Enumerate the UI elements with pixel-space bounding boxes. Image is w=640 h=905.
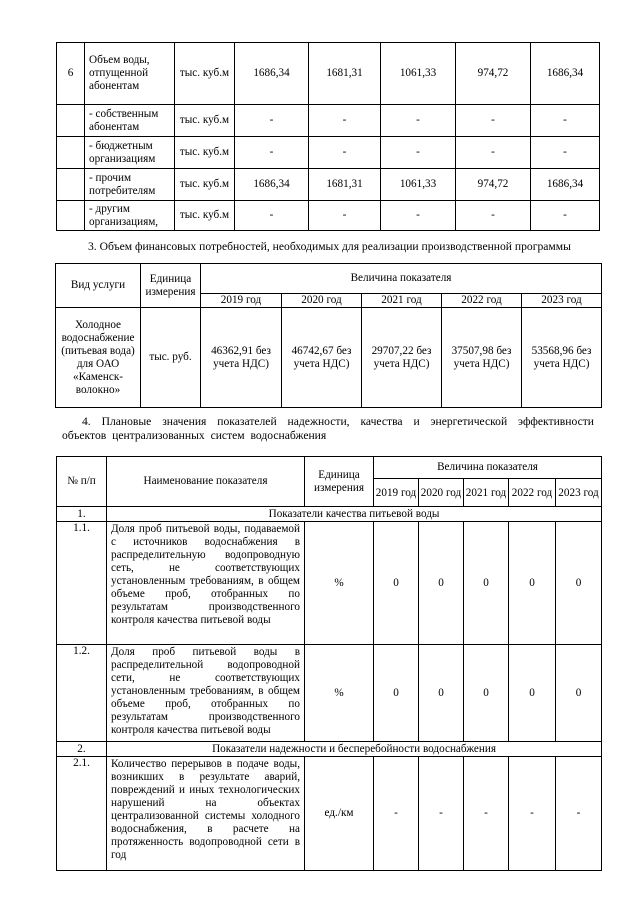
unit-cell: тыс. руб. <box>141 308 201 408</box>
indicator-name: - бюджетным организациям <box>85 137 175 169</box>
year-2023-header: 2023 год <box>556 479 602 507</box>
value-2023: - <box>556 757 602 871</box>
table-row <box>57 137 600 169</box>
row-number <box>57 105 85 137</box>
value-2022: 0 <box>509 645 556 742</box>
unit-cell: тыс. куб.м <box>175 169 235 201</box>
row-number <box>57 201 85 231</box>
indicator-name: - собственным абонентам <box>85 105 175 137</box>
value-2022: 37507,98 без учета НДС) <box>442 308 522 408</box>
value-2021: 0 <box>464 522 509 645</box>
group-number: 2. <box>57 742 107 757</box>
value-2019: - <box>374 757 419 871</box>
value-2019: - <box>235 137 309 169</box>
value-2019: - <box>235 201 309 231</box>
service-name: Холодное водоснабжение (питьевая вода) для ОАО «Каменск-волокно» <box>56 308 141 408</box>
value-2021: - <box>381 201 456 231</box>
group-number: 1. <box>57 507 107 522</box>
year-2019-header: 2019 год <box>201 294 282 308</box>
year-2020-header: 2020 год <box>419 479 464 507</box>
value-2023: 0 <box>556 522 602 645</box>
group-title: Показатели качества питьевой воды <box>107 507 602 522</box>
section3-heading: 3. Объем финансовых потребностей, необходимых для реализации производственной программы <box>88 240 571 253</box>
value-2023: - <box>531 201 600 231</box>
value-2021: - <box>381 137 456 169</box>
value-2019: 0 <box>374 645 419 742</box>
table-header-row <box>56 264 602 294</box>
table-row <box>57 757 602 871</box>
indicator-name: Количество перерывов в подаче воды, возникших в результате аварий, повреждений и иных технологических нарушений на объектах централизованной системы холодного водоснабжения, в расчете на протяженность водопроводной сети в год <box>107 757 305 871</box>
value-2021: 1061,33 <box>381 43 456 105</box>
value-2022: - <box>456 137 531 169</box>
water-volume-table <box>56 42 600 231</box>
value-2022: 974,72 <box>456 43 531 105</box>
value-2020: 1681,31 <box>309 169 381 201</box>
row-number: 1.2. <box>57 645 107 742</box>
value-column-header: Величина показателя <box>201 264 602 294</box>
year-2019-header: 2019 год <box>374 479 419 507</box>
indicators-table <box>56 456 602 871</box>
value-2020: 0 <box>419 645 464 742</box>
financial-needs-table <box>55 263 602 408</box>
year-2021-header: 2021 год <box>362 294 442 308</box>
value-2019: 46362,91 без учета НДС) <box>201 308 282 408</box>
row-number: 6 <box>57 43 85 105</box>
value-2020: 1681,31 <box>309 43 381 105</box>
table-row <box>57 201 600 231</box>
year-2022-header: 2022 год <box>442 294 522 308</box>
table-row <box>57 645 602 742</box>
unit-cell: тыс. куб.м <box>175 105 235 137</box>
group-title: Показатели надежности и бесперебойности водоснабжения <box>107 742 602 757</box>
group-row <box>57 742 602 757</box>
indicator-name: - прочим потребителям <box>85 169 175 201</box>
unit-cell: % <box>305 522 374 645</box>
section4-heading: 4. Плановые значения показателей надежности, качества и энергетической эффективности объектов централизованных систем водоснабжения <box>62 415 594 442</box>
unit-cell: тыс. куб.м <box>175 43 235 105</box>
value-2021: - <box>464 757 509 871</box>
unit-column-header: Единица измерения <box>305 457 374 507</box>
unit-column-header: Единица измерения <box>141 264 201 308</box>
value-2020: 46742,67 без учета НДС) <box>282 308 362 408</box>
value-2023: - <box>531 137 600 169</box>
unit-cell: ед./км <box>305 757 374 871</box>
indicator-name: - другим организациям, <box>85 201 175 231</box>
value-2019: 1686,34 <box>235 169 309 201</box>
year-2023-header: 2023 год <box>522 294 602 308</box>
value-2019: - <box>235 105 309 137</box>
value-2023: 1686,34 <box>531 43 600 105</box>
row-number <box>57 169 85 201</box>
table-row <box>57 43 600 105</box>
unit-cell: тыс. куб.м <box>175 201 235 231</box>
value-2022: - <box>456 201 531 231</box>
number-column-header: № п/п <box>57 457 107 507</box>
table-header-row <box>57 457 602 479</box>
value-2022: 0 <box>509 522 556 645</box>
value-2021: - <box>381 105 456 137</box>
value-2020: - <box>309 105 381 137</box>
value-column-header: Величина показателя <box>374 457 602 479</box>
name-column-header: Наименование показателя <box>107 457 305 507</box>
value-2023: 53568,96 без учета НДС) <box>522 308 602 408</box>
value-2023: - <box>531 105 600 137</box>
value-2023: 0 <box>556 645 602 742</box>
value-2019: 1686,34 <box>235 43 309 105</box>
indicator-name: Доля проб питьевой воды, подаваемой с источников водоснабжения в распределительную водопроводную сеть, не соответствующих установленным требованиям, в общем объеме проб, отобранных по результатам производственного контроля качества питьевой воды <box>107 522 305 645</box>
row-number: 2.1. <box>57 757 107 871</box>
year-2021-header: 2021 год <box>464 479 509 507</box>
value-2020: - <box>309 201 381 231</box>
unit-cell: % <box>305 645 374 742</box>
value-2021: 0 <box>464 645 509 742</box>
value-2023: 1686,34 <box>531 169 600 201</box>
value-2022: - <box>509 757 556 871</box>
service-column-header: Вид услуги <box>56 264 141 308</box>
year-2022-header: 2022 год <box>509 479 556 507</box>
year-2020-header: 2020 год <box>282 294 362 308</box>
group-row <box>57 507 602 522</box>
value-2020: - <box>419 757 464 871</box>
table-row <box>57 169 600 201</box>
value-2019: 0 <box>374 522 419 645</box>
value-2020: - <box>309 137 381 169</box>
value-2022: 974,72 <box>456 169 531 201</box>
indicator-name: Доля проб питьевой воды в распределительной водопроводной сети, не соответствующих установленным требованиям, в общем объеме проб, отобранных по результатам производственного контроля качества питьевой воды <box>107 645 305 742</box>
unit-cell: тыс. куб.м <box>175 137 235 169</box>
row-number <box>57 137 85 169</box>
value-2021: 29707,22 без учета НДС) <box>362 308 442 408</box>
value-2021: 1061,33 <box>381 169 456 201</box>
value-2022: - <box>456 105 531 137</box>
table-row <box>57 105 600 137</box>
row-number: 1.1. <box>57 522 107 645</box>
table-row <box>57 522 602 645</box>
table-row <box>56 308 602 408</box>
value-2020: 0 <box>419 522 464 645</box>
indicator-name: Объем воды, отпущенной абонентам <box>85 43 175 105</box>
